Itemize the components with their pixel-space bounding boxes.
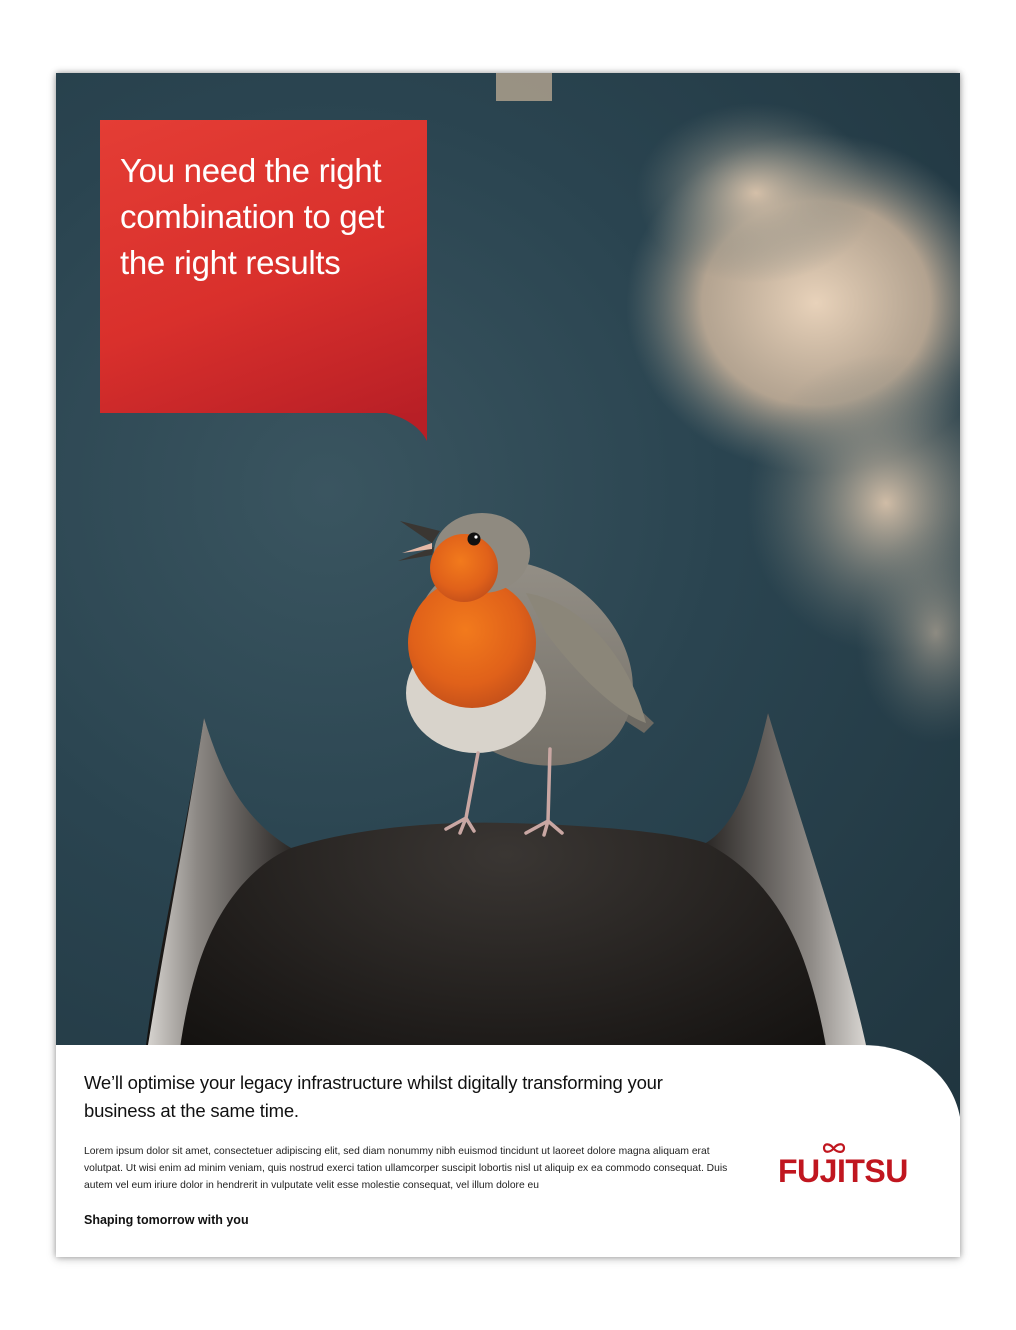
hero-image [56,73,960,1117]
tagline: We’ll optimise your legacy infrastructure whilst digitally transforming your business at the same time. [84,1072,663,1121]
fujitsu-wordmark: FUJITSU [778,1153,908,1189]
footer-slogan: Shaping tomorrow with you [84,1213,249,1227]
fujitsu-logo [778,1135,908,1205]
body-copy: Lorem ipsum dolor sit amet, consectetuer adipiscing elit, sed diam nonummy nibh euismod tincidunt ut laoreet dolore magna aliquam erat volutpat. Ut wisi enim ad minim veniam, quis nostrud exerci tation ullamcorper suscipit lobortis nisl ut aliquip ex ea commodo consequat. Duis autem vel eum iriure dolor in hendrerit in vulputate velit esse molestie consequat, vel illum dolore eu [84,1146,728,1191]
headline: You need the right combination to get the right results [120,152,385,281]
headline-speech-bubble [100,120,427,413]
robin-bird [374,513,673,835]
ad-page [56,73,960,1257]
